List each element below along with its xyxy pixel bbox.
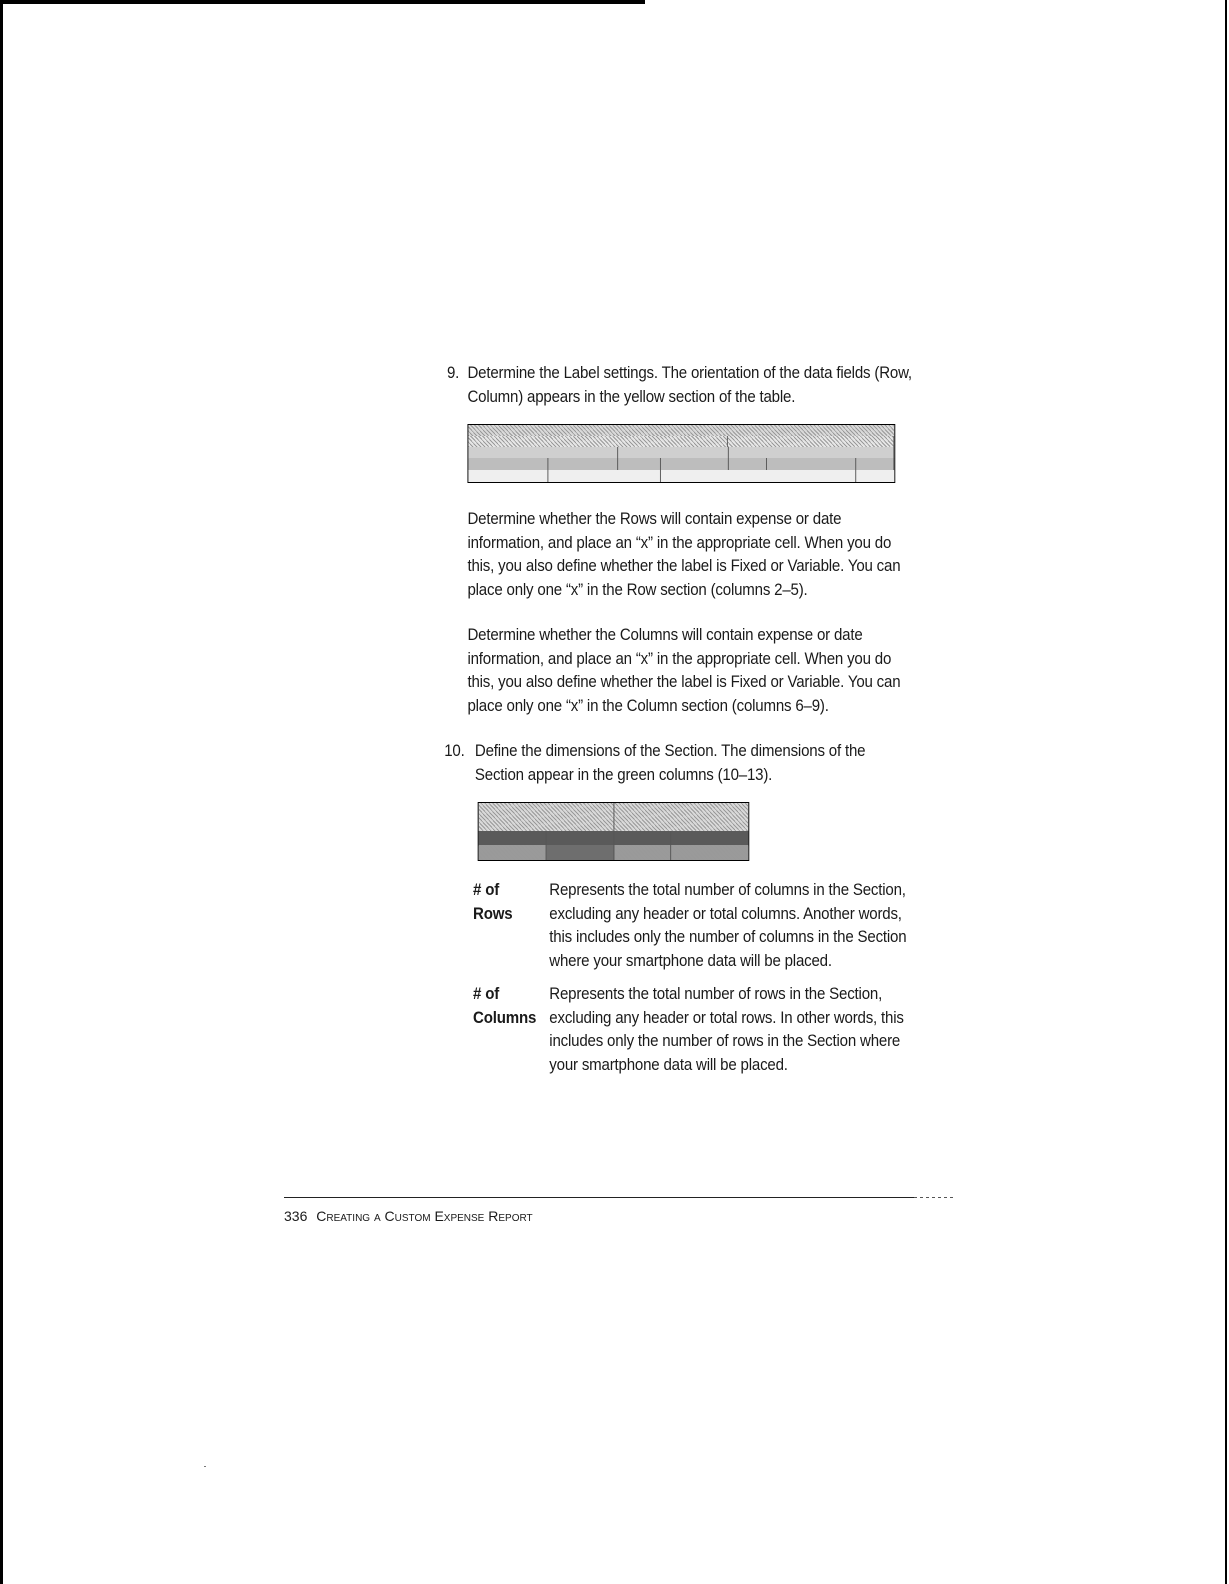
figure-row bbox=[479, 845, 749, 860]
figure-cell bbox=[614, 831, 671, 845]
figure-cell bbox=[671, 845, 749, 860]
figure-cell bbox=[661, 458, 729, 470]
page-footer bbox=[284, 1208, 533, 1224]
section-dimensions-table-figure bbox=[478, 802, 750, 861]
definition-body: Represents the total number of rows in the Section, excluding any header or total rows. In other words, this includes only the number of rows in the Section where your smartphone data will be placed. bbox=[549, 985, 904, 1074]
scan-speck bbox=[204, 1466, 206, 1467]
figure-cell bbox=[671, 831, 749, 845]
step-9 bbox=[447, 362, 912, 409]
page-number: 336 bbox=[284, 1208, 308, 1224]
figure-cell bbox=[468, 436, 727, 447]
step-number: 9. bbox=[447, 364, 460, 382]
figure-row bbox=[468, 470, 894, 482]
figure-cell bbox=[479, 831, 547, 845]
definition-rows bbox=[447, 879, 912, 973]
figure-row bbox=[479, 831, 749, 846]
definition-term bbox=[473, 879, 547, 926]
figure-cell bbox=[468, 447, 618, 458]
step-number: 10. bbox=[444, 742, 465, 760]
figure-cell bbox=[548, 458, 618, 470]
term-line: # of bbox=[473, 881, 500, 899]
step-10 bbox=[444, 740, 912, 787]
figure-cell bbox=[618, 458, 661, 470]
figure-row bbox=[479, 803, 749, 832]
figure-cell bbox=[767, 458, 856, 470]
paragraph-rows: Determine whether the Rows will contain expense or date information, and place an “x” in the appropriate cell. When you do this, you also define whether the label is Fixed or Variable. You can place only one “x” in the Row section (columns 2–5). bbox=[467, 510, 901, 599]
figure-cell bbox=[468, 458, 548, 470]
footer-rule bbox=[284, 1197, 914, 1198]
step-text: Determine the Label settings. The orientation of the data fields (Row, Column) appears in the yellow section of the table. bbox=[467, 364, 912, 406]
page-border-right bbox=[1225, 0, 1227, 1584]
figure-cell bbox=[856, 458, 894, 470]
page-border-left bbox=[0, 0, 3, 1584]
figure-cell bbox=[547, 831, 615, 845]
definition-columns bbox=[447, 983, 912, 1077]
figure-cell bbox=[618, 447, 729, 458]
figure-cell bbox=[547, 845, 615, 860]
figure-cell bbox=[729, 470, 856, 482]
term-line: Rows bbox=[473, 904, 513, 923]
term-line: # of bbox=[473, 985, 500, 1003]
figure-cell bbox=[729, 458, 767, 470]
definition-body: Represents the total number of columns in the Section, excluding any header or total columns. Another words, this includes only the number of columns in the Section where your smartphone data will be placed. bbox=[549, 881, 907, 970]
figure-cell bbox=[547, 470, 548, 482]
paragraph-columns: Determine whether the Columns will contain expense or date information, and place an “x” in the appropriate cell. When you do this, you also define whether the label is Fixed or Variable. You can place only one “x” in the Column section (columns 6–9). bbox=[467, 626, 901, 715]
term-line: Columns bbox=[473, 1008, 537, 1027]
figure-cell bbox=[729, 447, 895, 458]
figure-cell bbox=[618, 470, 661, 482]
page-content bbox=[444, 362, 912, 1077]
running-title: Creating a Custom Expense Report bbox=[316, 1208, 533, 1224]
figure-cell bbox=[479, 803, 615, 831]
page-border-top bbox=[0, 0, 645, 4]
step-text: Define the dimensions of the Section. The dimensions of the Section appear in the green columns (10–13). bbox=[474, 742, 866, 784]
footer-rule-dash bbox=[914, 1197, 954, 1198]
figure-cell bbox=[479, 845, 547, 860]
definition-term bbox=[473, 983, 547, 1030]
label-settings-table-figure bbox=[467, 424, 895, 483]
figure-cell bbox=[728, 436, 894, 447]
figure-cell bbox=[614, 845, 671, 860]
